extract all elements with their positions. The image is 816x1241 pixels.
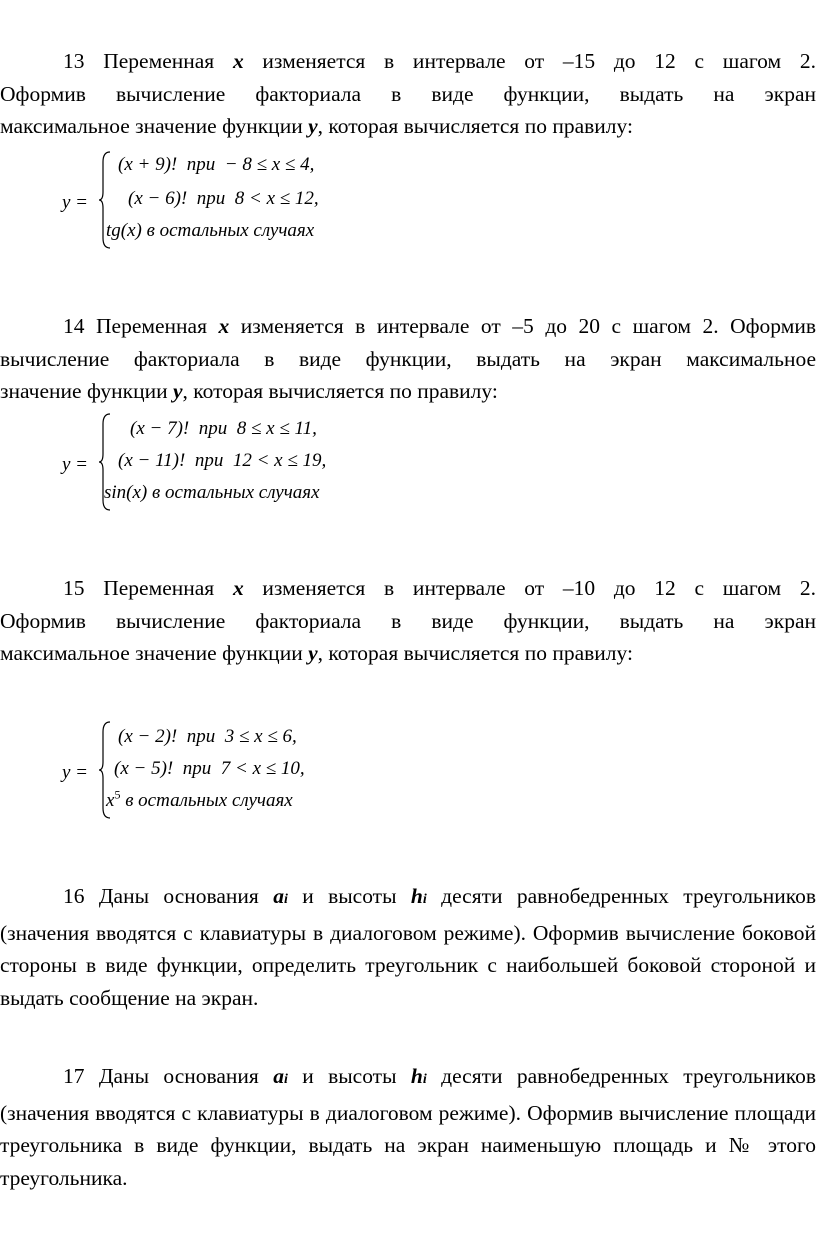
case-2: (x − 5)! при 7 < x ≤ 10,: [114, 758, 305, 779]
task-13-formula: [0, 150, 816, 260]
var-a: a: [273, 884, 284, 908]
var-x: x: [232, 576, 244, 600]
task-14-formula: [0, 412, 816, 522]
var-y: y: [308, 114, 318, 138]
case-3: tg(x) в остальных случаях: [106, 220, 315, 241]
task-17: [0, 1060, 816, 1194]
task-14-line-2: вычисление факториала в виде функции, выдать на экран максимальное: [0, 346, 816, 371]
task-15-formula: [0, 720, 816, 830]
case-1: (x − 7)! при 8 ≤ x ≤ 11,: [130, 418, 317, 439]
task-15-line-3: максимальное значение функции y, которая вычисляется по правилу:: [0, 641, 633, 665]
task-16-text: 16 Даны основания ai и высоты hi десяти равнобедренных треугольников (значения вводятся с клавиатуры в диалоговом режиме). Оформив вычисление боковой стороны в виде функции, определить треугольник с наибольшей боковой стороной и выдать сообщение на экран.: [0, 884, 816, 1010]
case-3: sin(x) в остальных случаях: [104, 482, 320, 503]
task-17-text: 17 Даны основания ai и высоты hi десяти равнобедренных треугольников (значения вводятся с клавиатуры в диалоговом режиме). Оформив вычисление площади треугольника в виде функции, выдать на экран наименьшую площадь и № этого треугольника.: [0, 1064, 816, 1190]
case-1: (x − 2)! при 3 ≤ x ≤ 6,: [118, 726, 297, 747]
task-13-line-3: максимальное значение функции y, которая вычисляется по правилу:: [0, 114, 633, 138]
task-15-line-2: Оформив вычисление факториала в виде функции, выдать на экран: [0, 608, 816, 633]
task-16: [0, 880, 816, 1014]
var-x: x: [232, 49, 244, 73]
index-i: i: [283, 1072, 288, 1087]
task-13: [0, 45, 816, 143]
task-14-line-3: значение функции y, которая вычисляется по правилу:: [0, 379, 498, 403]
var-y: y: [172, 379, 183, 403]
formula-lhs: y =: [62, 454, 89, 475]
case-1: (x + 9)! при − 8 ≤ x ≤ 4,: [118, 154, 315, 175]
var-x: x: [218, 314, 230, 338]
var-h: h: [410, 884, 423, 908]
var-h: h: [410, 1064, 423, 1088]
case-2: (x − 11)! при 12 < x ≤ 19,: [118, 450, 327, 471]
task-14: [0, 310, 816, 408]
case-2: (x − 6)! при 8 < x ≤ 12,: [128, 188, 319, 209]
task-13-line-2: Оформив вычисление факториала в виде функции, выдать на экран: [0, 81, 816, 106]
var-y: y: [308, 641, 318, 665]
exponent: 5: [114, 787, 121, 802]
index-i: i: [283, 892, 288, 907]
task-15-line-1: 15 Переменная x изменяется в интервале от –10 до 12 с шагом 2.: [63, 576, 816, 600]
formula-lhs: y =: [62, 762, 89, 783]
case-3: $x^5$ в остальных случаях: [106, 787, 293, 811]
var-a: a: [273, 1064, 284, 1088]
task-13-line-1: 13 Переменная x изменяется в интервале от –15 до 12 с шагом 2.: [63, 49, 816, 73]
index-i: i: [422, 892, 427, 907]
index-i: i: [422, 1072, 427, 1087]
formula-lhs: y =: [62, 192, 89, 213]
task-15: [0, 572, 816, 670]
task-14-line-1: 14 Переменная x изменяется в интервале от –5 до 20 с шагом 2. Оформив: [63, 314, 816, 338]
